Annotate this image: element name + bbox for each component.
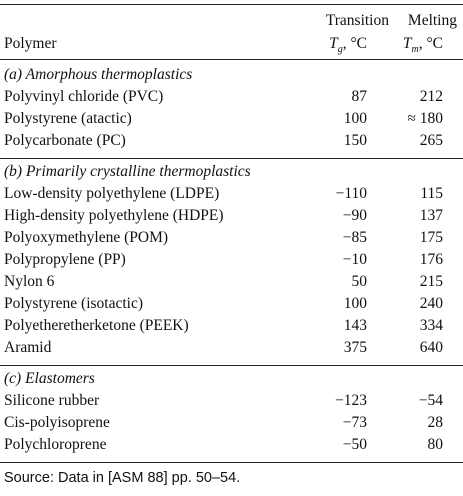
tg-subscript: g xyxy=(337,44,343,56)
table-row xyxy=(0,205,463,227)
table-row xyxy=(0,337,463,359)
tg-value: −110 xyxy=(335,185,367,202)
header-tg xyxy=(329,33,367,61)
tg-value: −85 xyxy=(342,229,367,246)
tg-value: 87 xyxy=(351,88,367,105)
polymer-name: Polypropylene (PP) xyxy=(4,251,126,268)
polymer-name: Polyetheretherketone (PEEK) xyxy=(4,317,189,334)
bottom-rule xyxy=(0,462,463,463)
tg-value: 50 xyxy=(351,273,367,290)
top-rule xyxy=(0,4,463,5)
polymer-name: High-density polyethylene (HDPE) xyxy=(4,207,224,224)
table-row xyxy=(0,271,463,293)
section-title: (a) Amorphous thermoplastics xyxy=(4,66,193,83)
tg-value: −90 xyxy=(342,207,367,224)
polymer-name: Polycarbonate (PC) xyxy=(4,132,126,149)
polymer-name: Polyoxymethylene (POM) xyxy=(4,229,169,246)
header-transition: Transition xyxy=(325,12,389,29)
tg-unit: , °C xyxy=(342,35,367,52)
tm-value: 80 xyxy=(427,436,443,453)
tg-value: 143 xyxy=(343,317,367,334)
tm-value: 212 xyxy=(419,88,443,105)
polymer-name: Nylon 6 xyxy=(4,273,55,290)
header-polymer: Polymer xyxy=(4,35,57,52)
tm-value: 265 xyxy=(419,132,443,149)
tm-value: 640 xyxy=(419,339,443,356)
section-title: (b) Primarily crystalline thermoplastics xyxy=(4,163,251,180)
polymer-name: Low-density polyethylene (LDPE) xyxy=(4,185,220,202)
tm-value: ≈ 180 xyxy=(407,110,443,127)
tm-value: 334 xyxy=(419,317,443,334)
tm-unit: , °C xyxy=(418,35,443,52)
polymer-name: Polystyrene (isotactic) xyxy=(4,295,144,312)
tg-value: −73 xyxy=(342,414,367,431)
polymer-name: Cis-polyisoprene xyxy=(4,414,110,431)
table-row xyxy=(0,315,463,337)
polymer-name: Aramid xyxy=(4,339,52,356)
table-row xyxy=(0,227,463,249)
table-row xyxy=(0,434,463,456)
tg-symbol: T xyxy=(329,35,338,52)
tm-value: 115 xyxy=(420,185,443,202)
section-rule xyxy=(0,365,463,366)
table-row xyxy=(0,293,463,315)
table-row xyxy=(0,390,463,412)
table-row xyxy=(0,86,463,108)
tg-value: 100 xyxy=(343,110,367,127)
tg-value: 150 xyxy=(343,132,367,149)
tg-value: −123 xyxy=(335,392,367,409)
table-row xyxy=(0,412,463,434)
header-melting: Melting xyxy=(407,12,457,29)
header-rule xyxy=(0,59,463,60)
tm-value: 215 xyxy=(419,273,443,290)
table-row xyxy=(0,183,463,205)
tg-value: 375 xyxy=(343,339,367,356)
tg-value: −10 xyxy=(342,251,367,268)
tm-value: 176 xyxy=(419,251,443,268)
section-rule xyxy=(0,158,463,159)
table-row xyxy=(0,249,463,271)
tm-value: −54 xyxy=(418,392,443,409)
polymer-name: Polychloroprene xyxy=(4,436,107,453)
source-note: Source: Data in [ASM 88] pp. 50–54. xyxy=(4,470,241,486)
header-tm xyxy=(403,33,443,61)
tm-subscript: m xyxy=(411,44,419,56)
tm-symbol: T xyxy=(402,35,412,52)
table-row xyxy=(0,108,463,130)
polymer-name: Silicone rubber xyxy=(4,392,100,409)
tm-value: 28 xyxy=(427,414,443,431)
tm-value: 137 xyxy=(419,207,443,224)
tm-value: 240 xyxy=(419,295,443,312)
tg-value: 100 xyxy=(343,295,367,312)
tm-value: 175 xyxy=(419,229,443,246)
polymer-name: Polyvinyl chloride (PVC) xyxy=(4,88,164,105)
table-row xyxy=(0,130,463,152)
tg-value: −50 xyxy=(342,436,367,453)
section-title: (c) Elastomers xyxy=(4,370,95,387)
polymer-name: Polystyrene (atactic) xyxy=(4,110,132,127)
